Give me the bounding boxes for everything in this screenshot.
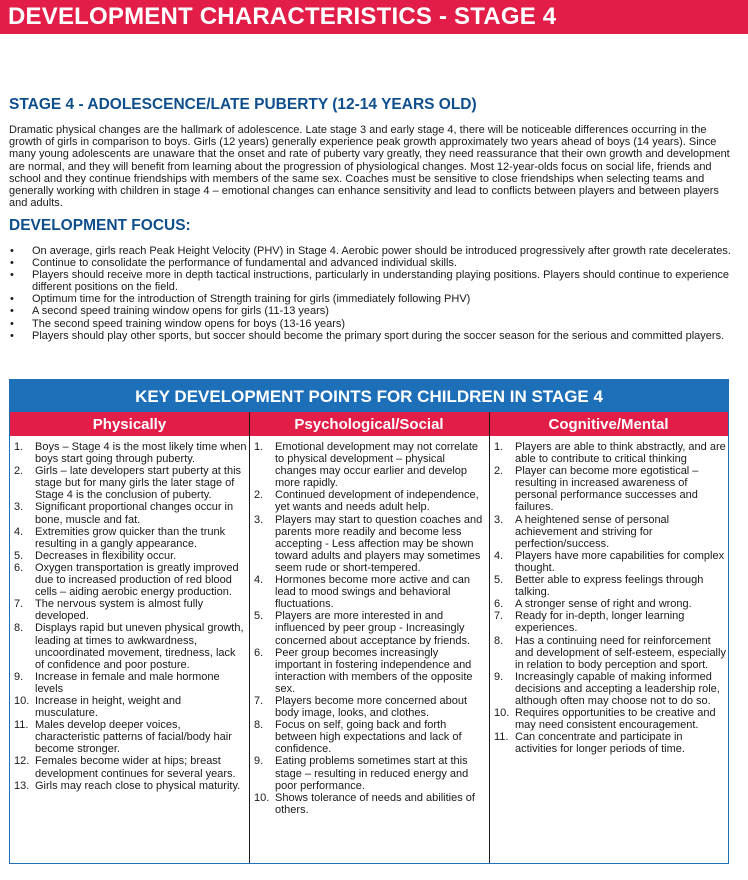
bullet-marker: •: [10, 305, 14, 318]
list-item: [250, 792, 489, 816]
list-item: [490, 441, 728, 465]
bullet-marker: •: [10, 245, 14, 257]
list-item: [10, 622, 249, 670]
item-number: 9.: [14, 670, 24, 683]
focus-item-text: The second speed training window opens for boys (13-16 years): [32, 317, 346, 330]
item-text: Significant proportional changes occur in bone, muscle and fat.: [35, 501, 234, 526]
item-text: Requires opportunities to be creative and may need consistent encouragement.: [515, 707, 716, 732]
item-text: Eating problems sometimes start at this stage – resulting in reduced energy and poor performance.: [275, 755, 469, 792]
column-cognitive-mental: [490, 436, 728, 863]
item-number: 11.: [14, 719, 29, 732]
list-item: [250, 695, 489, 719]
bullet-marker: •: [10, 257, 14, 270]
list-item: [10, 755, 249, 779]
item-text: Females become wider at hips; breast development continues for several years.: [35, 755, 236, 780]
list-item: [490, 514, 728, 550]
item-text: Hormones become more active and can lead to mood swings and behavioral fluctuations.: [275, 574, 471, 611]
item-number: 6.: [14, 561, 24, 574]
cognitive-mental-list: [490, 436, 728, 755]
key-development-points-table: [9, 379, 729, 864]
list-item: [250, 610, 489, 646]
item-text: Increasingly capable of making informed decisions and accepting a leadership role, although often may choose not to do so.: [515, 670, 720, 707]
focus-item-text: Optimum time for the introduction of Strength training for girls (immediately following PHV): [32, 293, 471, 306]
page-title: DEVELOPMENT CHARACTERISTICS - STAGE 4: [8, 3, 557, 30]
item-text: A heightened sense of personal achievement and striving for perfection/success.: [515, 513, 670, 550]
list-item: [490, 598, 728, 610]
list-item: [250, 719, 489, 755]
item-text: Oxygen transportation is greatly improved due to increased production of red blood cells – aiding aerobic energy production.: [35, 561, 239, 599]
focus-item: [9, 330, 739, 342]
item-text: Focus on self, going back and forth between high expectations and lack of confidence.: [275, 719, 462, 756]
list-item: [490, 707, 728, 731]
item-number: 1.: [14, 441, 24, 453]
list-item: [10, 598, 249, 622]
item-number: 8.: [494, 634, 504, 647]
item-text: Girls may reach close to physical maturity.: [35, 779, 241, 792]
item-number: 10.: [14, 694, 30, 707]
item-text: Boys – Stage 4 is the most likely time when boys start going through puberty.: [35, 441, 247, 466]
item-number: 4.: [14, 525, 24, 538]
focus-item: [9, 318, 739, 330]
bullet-marker: •: [10, 329, 14, 342]
item-number: 10.: [494, 707, 510, 720]
development-focus-heading: DEVELOPMENT FOCUS:: [9, 217, 191, 234]
list-item: [10, 695, 249, 719]
item-text: Displays rapid but uneven physical growth, leading at times to awkwardness, uncoordinated movement, tiredness, lack of confidence and poor posture.: [35, 622, 244, 671]
list-item: [250, 489, 489, 513]
list-item: [10, 780, 249, 792]
focus-item: [9, 293, 739, 305]
item-number: 2.: [494, 465, 504, 478]
column-heading-cognitive-mental: Cognitive/Mental: [548, 416, 669, 433]
list-item: [250, 574, 489, 610]
column-heading-psychological-social: Psychological/Social: [294, 416, 444, 433]
item-number: 8.: [14, 622, 24, 635]
item-number: 2.: [14, 465, 24, 478]
list-item: [250, 514, 489, 574]
item-number: 10.: [254, 791, 270, 804]
item-text: Increase in female and male hormone levels: [35, 670, 220, 695]
bullet-marker: •: [10, 317, 14, 330]
focus-item-text: On average, girls reach Peak Height Velocity (PHV) in Stage 4. Aerobic power should be introduced progressively after growth rate decelerates.: [32, 245, 731, 257]
focus-item-text: A second speed training window opens for girls (11-13 years): [32, 305, 329, 318]
focus-item: [9, 245, 739, 257]
item-number: 4.: [254, 574, 264, 587]
list-item: [10, 550, 249, 562]
item-text: Girls – late developers start puberty at this stage but for many girls the later stage of Stage 4 is the conclusion of puberty.: [35, 465, 242, 502]
psychological-social-list: [250, 436, 489, 816]
list-item: [10, 526, 249, 550]
item-text: Ready for in-depth, longer learning experiences.: [515, 610, 685, 635]
list-item: [490, 550, 728, 574]
item-text: Emotional development may not correlate to physical development – physical changes may occur earlier and develop more rapidly.: [275, 441, 478, 490]
item-number: 13.: [14, 779, 30, 792]
item-text: Players are able to think abstractly, and are able to contribute to critical thinking: [515, 441, 726, 466]
page-banner: [0, 0, 748, 34]
column-heading-physically: Physically: [92, 416, 167, 433]
item-text: Can concentrate and participate in activities for longer periods of time.: [515, 731, 685, 756]
item-number: 8.: [254, 719, 264, 732]
list-item: [490, 671, 728, 707]
item-text: Decreases in flexibility occur.: [35, 549, 177, 562]
item-number: 6.: [494, 598, 504, 611]
list-item: [10, 562, 249, 598]
item-text: Extremities grow quicker than the trunk resulting in a gangly appearance.: [35, 525, 226, 550]
stage-heading: STAGE 4 - ADOLESCENCE/LATE PUBERTY (12-14 YEARS OLD): [9, 96, 477, 113]
list-item: [10, 671, 249, 695]
item-number: 4.: [494, 549, 504, 562]
development-focus-list: [9, 245, 739, 342]
column-header-row: [10, 412, 728, 436]
item-number: 6.: [254, 646, 264, 659]
focus-item: [9, 269, 739, 293]
bullet-marker: •: [10, 269, 14, 282]
item-number: 12.: [14, 755, 30, 768]
focus-item-text: Players should receive more in depth tactical instructions, particularly in understanding playing positions. Players should continue to experience different positions on the field.: [32, 269, 730, 294]
item-text: Peer group becomes increasingly important in fostering independence and interaction with members of the opposite sex.: [275, 646, 473, 695]
list-item: [490, 731, 728, 755]
item-number: 7.: [254, 694, 264, 707]
physically-list: [10, 436, 249, 792]
list-item: [490, 610, 728, 634]
item-text: Shows tolerance of needs and abilities of others.: [275, 791, 475, 816]
item-text: Player can become more egotistical – resulting in increased awareness of personal performance successes and failures.: [515, 465, 699, 514]
item-number: 3.: [494, 513, 504, 526]
focus-item: [9, 257, 739, 269]
list-item: [10, 501, 249, 525]
item-number: 9.: [494, 670, 504, 683]
key-points-title: KEY DEVELOPMENT POINTS FOR CHILDREN IN STAGE 4: [135, 387, 603, 406]
item-text: A stronger sense of right and wrong.: [515, 598, 692, 611]
list-item: [490, 465, 728, 513]
item-number: 5.: [494, 574, 504, 587]
item-number: 5.: [14, 549, 24, 562]
item-text: Players become more concerned about body image, looks, and clothes.: [275, 694, 467, 720]
item-number: 2.: [254, 489, 264, 502]
list-item: [490, 574, 728, 598]
list-item: [490, 635, 728, 671]
focus-item: [9, 305, 739, 317]
column-physically: [10, 436, 249, 863]
list-item: [10, 465, 249, 501]
item-number: 7.: [494, 610, 504, 623]
item-text: Players are more interested in and influenced by peer group - Increasingly concerned about acceptance by friends.: [275, 610, 471, 647]
item-number: 1.: [494, 441, 504, 453]
item-number: 7.: [14, 598, 24, 611]
list-item: [250, 647, 489, 695]
item-number: 5.: [254, 610, 264, 623]
item-text: Better able to express feelings through talking.: [515, 574, 704, 599]
item-text: Increase in height, weight and musculature.: [35, 694, 182, 720]
item-text: Continued development of independence, yet wants and needs adult help.: [275, 489, 479, 514]
item-number: 9.: [254, 755, 264, 768]
list-item: [10, 441, 249, 465]
bullet-marker: •: [10, 293, 14, 306]
focus-item-text: Continue to consolidate the performance of fundamental and advanced individual skills.: [32, 257, 457, 270]
item-text: Players have more capabilities for complex thought.: [515, 549, 725, 574]
item-number: 3.: [14, 501, 24, 514]
item-text: Players may start to question coaches and parents more readily and become less accepting - Less affection may be shown toward adults and players may sometimes seem rude or short-tempered.: [275, 513, 483, 574]
intro-paragraph: Dramatic physical changes are the hallmark of adolescence. Late stage 3 and early stage 4, there will be noticeable differences occurring in the growth of girls in comparison to boys. Girls (12 years) generally experience peak growth approximately two years ahead of boys (14 years). Since many young adolescents are unaware that the onset and rate of puberty vary greatly, they need reassurance that their own growth and development are normal, and they will benefit from learning about the progression of physiological changes. Most 12-year-olds focus on social life, friends and school and they continue friendships with members of the same sex. Coaches must be sensitive to close friendships when selecting teams and generally working with children in stage 4 – emotional changes can enhance sensitivity and lead to conflicts between players and between players and adults.: [9, 124, 730, 210]
list-item: [250, 755, 489, 791]
list-item: [10, 719, 249, 755]
item-number: 1.: [254, 441, 264, 453]
item-text: The nervous system is almost fully developed.: [35, 598, 204, 623]
item-text: Has a continuing need for reinforcement and development of self-esteem, especially in relation to body perception and sport.: [515, 634, 726, 671]
focus-item-text: Players should play other sports, but soccer should become the primary sport during the soccer season for the serious and committed players.: [32, 329, 725, 342]
item-number: 3.: [254, 513, 264, 526]
item-text: Males develop deeper voices, characteristic patterns of facial/body hair become stronger.: [35, 719, 232, 756]
column-psychological-social: [250, 436, 489, 863]
key-points-title-bar: [10, 380, 728, 412]
list-item: [250, 441, 489, 489]
item-number: 11.: [494, 731, 509, 744]
